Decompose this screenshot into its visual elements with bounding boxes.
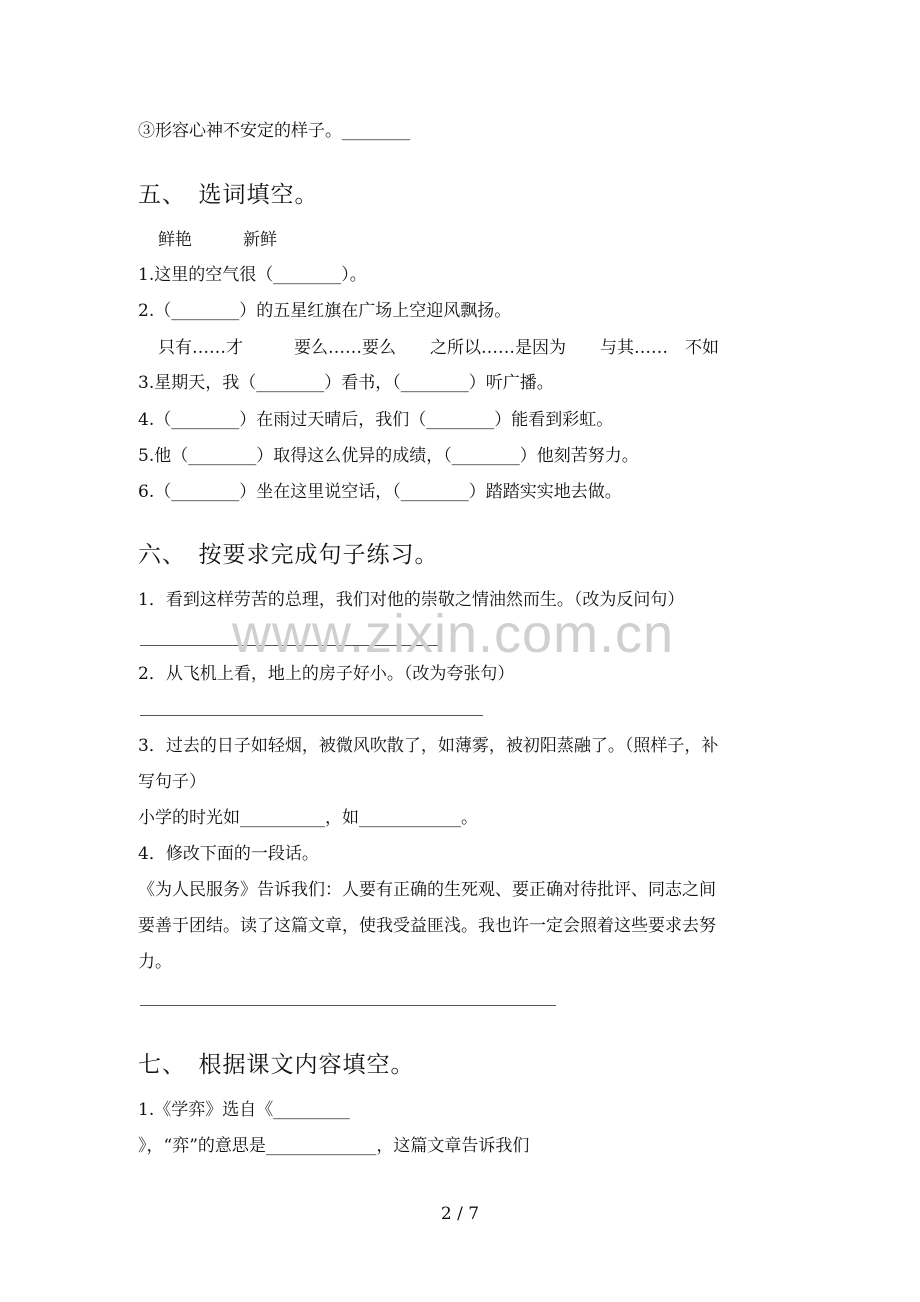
question-5-3: 3.星期天，我（________）看书，（________）听广播。 xyxy=(138,373,554,393)
word-choices-1: 鲜艳 新鲜 xyxy=(158,230,277,250)
question-6-2: 2．从飞机上看，地上的房子好小。（改为夸张句） xyxy=(138,664,515,684)
section-5-title: 五、 选词填空。 xyxy=(138,182,319,208)
answer-line-3 xyxy=(140,1005,556,1006)
item-3-definition: ③形容心神不安定的样子。________ xyxy=(138,121,410,141)
answer-line-2 xyxy=(140,715,483,716)
question-6-4: 4．修改下面的一段话。 xyxy=(138,844,319,864)
word-choices-2: 只有……才 要么……要么 之所以……是因为 与其…… 不如 xyxy=(158,338,719,358)
question-7-1-line2: 》，“弈”的意思是_____________，这篇文章告诉我们 xyxy=(138,1136,530,1156)
question-5-6: 6.（________）坐在这里说空话，（________）踏踏实实地去做。 xyxy=(138,482,622,502)
question-6-1: 1．看到这样劳苦的总理，我们对他的崇敬之情油然而生。（改为反问句） xyxy=(138,590,685,610)
watermark: www.zixin.com.cn xyxy=(232,604,675,664)
paragraph-line-1: 《为人民服务》告诉我们：人要有正确的生死观、要正确对待批评、同志之间 xyxy=(138,880,716,900)
page-number: 2 / 7 xyxy=(440,1204,480,1224)
question-7-1-line1: 1.《学弈》选自《_________ xyxy=(138,1100,350,1120)
question-5-2: 2.（________）的五星红旗在广场上空迎风飘扬。 xyxy=(138,301,512,321)
paragraph-line-3: 力。 xyxy=(138,952,172,972)
paragraph-line-2: 要善于团结。读了这篇文章，使我受益匪浅。我也许一定会照着这些要求去努 xyxy=(138,916,716,936)
question-6-3-line1: 3．过去的日子如轻烟，被微风吹散了，如薄雾，被初阳蒸融了。（照样子，补 xyxy=(138,736,719,756)
section-6-title: 六、 按要求完成句子练习。 xyxy=(138,542,439,568)
question-5-5: 5.他（________）取得这么优异的成绩，（________）他刻苦努力。 xyxy=(138,446,639,466)
section-7-title: 七、 根据课文内容填空。 xyxy=(138,1052,415,1078)
question-5-4: 4.（________）在雨过天晴后，我们（________）能看到彩虹。 xyxy=(138,410,614,430)
question-6-3-fill: 小学的时光如__________，如____________。 xyxy=(138,808,478,828)
question-6-3-line2: 写句子） xyxy=(138,772,206,792)
question-5-1: 1.这里的空气很（________）。 xyxy=(138,265,367,285)
